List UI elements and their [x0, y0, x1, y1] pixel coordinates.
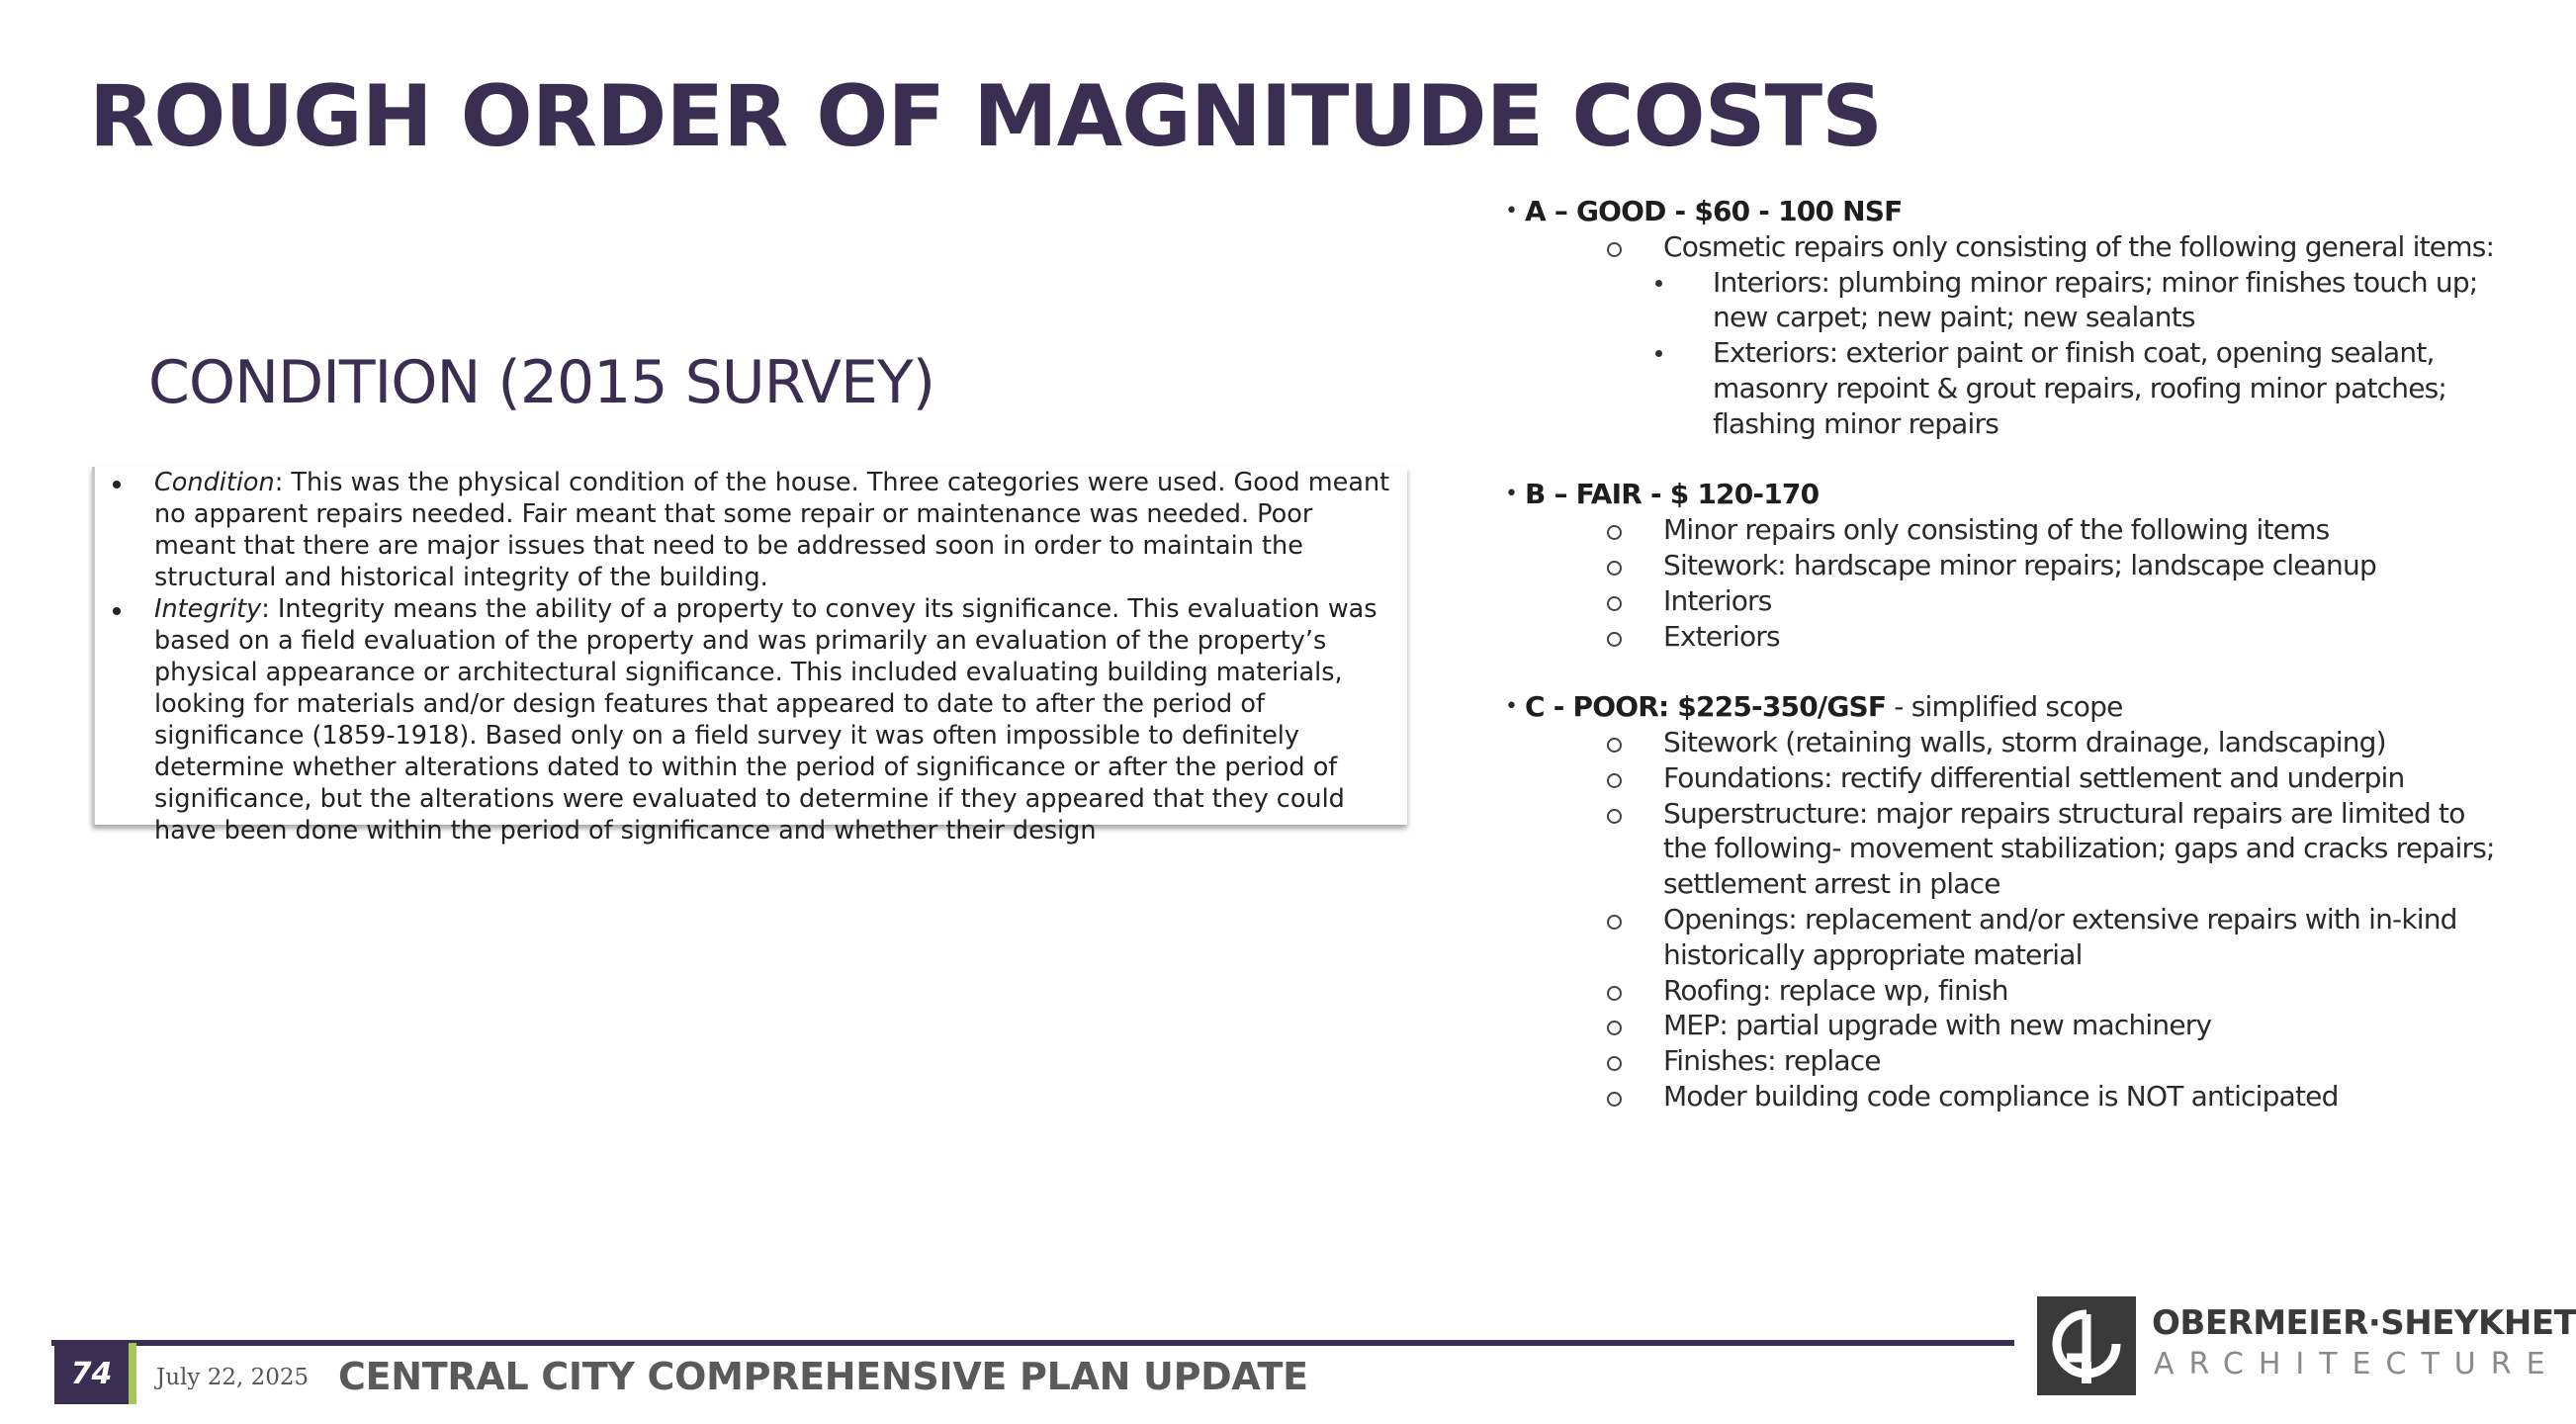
footer-title: CENTRAL CITY COMPREHENSIVE PLAN UPDATE	[338, 1355, 1308, 1398]
firm-name: OBERMEIER·SHEYKHET	[2152, 1303, 2576, 1343]
excerpt-item-condition	[154, 467, 1397, 593]
slide-title: ROUGH ORDER OF MAGNITUDE COSTS	[89, 67, 1883, 166]
footer-divider	[51, 1340, 2014, 1346]
footer-date: July 22, 2025	[156, 1365, 310, 1390]
grade-heading	[1505, 194, 2504, 229]
list-item: Finishes: replace	[1505, 1043, 2504, 1079]
grade-label: A – GOOD - $60 - 100 NSF	[1525, 195, 1903, 227]
list-item: Superstructure: major repairs structural repairs are limited to the following- movement stabilization; gaps and cracks repairs; settlement arrest in place	[1505, 796, 2504, 902]
list-item: Moder building code compliance is NOT anticipated	[1505, 1079, 2504, 1114]
cost-grades-list	[1505, 194, 2504, 1150]
list-item: Exteriors	[1505, 619, 2504, 655]
list-subitem: Interiors: plumbing minor repairs; minor finishes touch up; new carpet; new paint; new sealants	[1505, 265, 2504, 336]
excerpt-term: Integrity	[154, 594, 262, 624]
excerpt-term: Condition	[154, 468, 275, 497]
firm-subtitle: ARCHITECTURE	[2154, 1347, 2560, 1381]
list-item: Cosmetic repairs only consisting of the following general items:	[1505, 229, 2504, 265]
grade-a	[1505, 194, 2504, 442]
grade-heading	[1505, 689, 2504, 725]
page-number-accent	[129, 1343, 136, 1404]
firm-logo-icon	[2037, 1296, 2136, 1395]
list-item: Sitework (retaining walls, storm drainage, landscaping)	[1505, 725, 2504, 760]
list-item: Foundations: rectify differential settlement and underpin	[1505, 760, 2504, 796]
grade-label: B – FAIR - $ 120-170	[1525, 478, 1820, 511]
grade-b	[1505, 477, 2504, 654]
section-heading: CONDITION (2015 SURVEY)	[148, 348, 935, 417]
list-item: Sitework: hardscape minor repairs; landscape cleanup	[1505, 548, 2504, 583]
grade-c	[1505, 689, 2504, 1114]
list-item: Interiors	[1505, 583, 2504, 619]
grade-label: C - POOR: $225-350/GSF	[1525, 690, 1887, 724]
survey-excerpt-image	[92, 467, 1407, 846]
grade-heading	[1505, 477, 2504, 512]
list-item: MEP: partial upgrade with new machinery	[1505, 1008, 2504, 1043]
list-item: Roofing: replace wp, finish	[1505, 973, 2504, 1009]
list-item: Minor repairs only consisting of the following items	[1505, 512, 2504, 548]
list-subitem: Exteriors: exterior paint or finish coat, opening sealant, masonry repoint & grout repairs, roofing minor patches; flashing minor repairs	[1505, 335, 2504, 441]
page-number: 74	[54, 1343, 129, 1404]
excerpt-text: : Integrity means the ability of a property to convey its significance. This evaluation was based on a field evaluation of the property and was primarily an evaluation of the property’s physical appearance or architectural significance. This included evaluating building materials, looking for materials and/or design features that appeared to date to after the period of significance (1859-1918). Based only on a field survey it was often impossible to definitely determine whether alterations dated to within the period of significance or after the period of significance, but the alterations were evaluated to determine if they appeared that they could have been done within the period of significance and whether their design	[154, 594, 1377, 846]
excerpt-item-integrity	[154, 593, 1397, 846]
grade-suffix: - simplified scope	[1886, 690, 2123, 724]
list-item: Openings: replacement and/or extensive repairs with in-kind historically appropriate material	[1505, 902, 2504, 973]
excerpt-text: : This was the physical condition of the house. Three categories were used. Good meant no apparent repairs needed. Fair meant that some repair or maintenance was needed. Poor meant that there are major issues that need to be addressed soon in order to maintain the structural and historical integrity of the building.	[154, 468, 1390, 592]
